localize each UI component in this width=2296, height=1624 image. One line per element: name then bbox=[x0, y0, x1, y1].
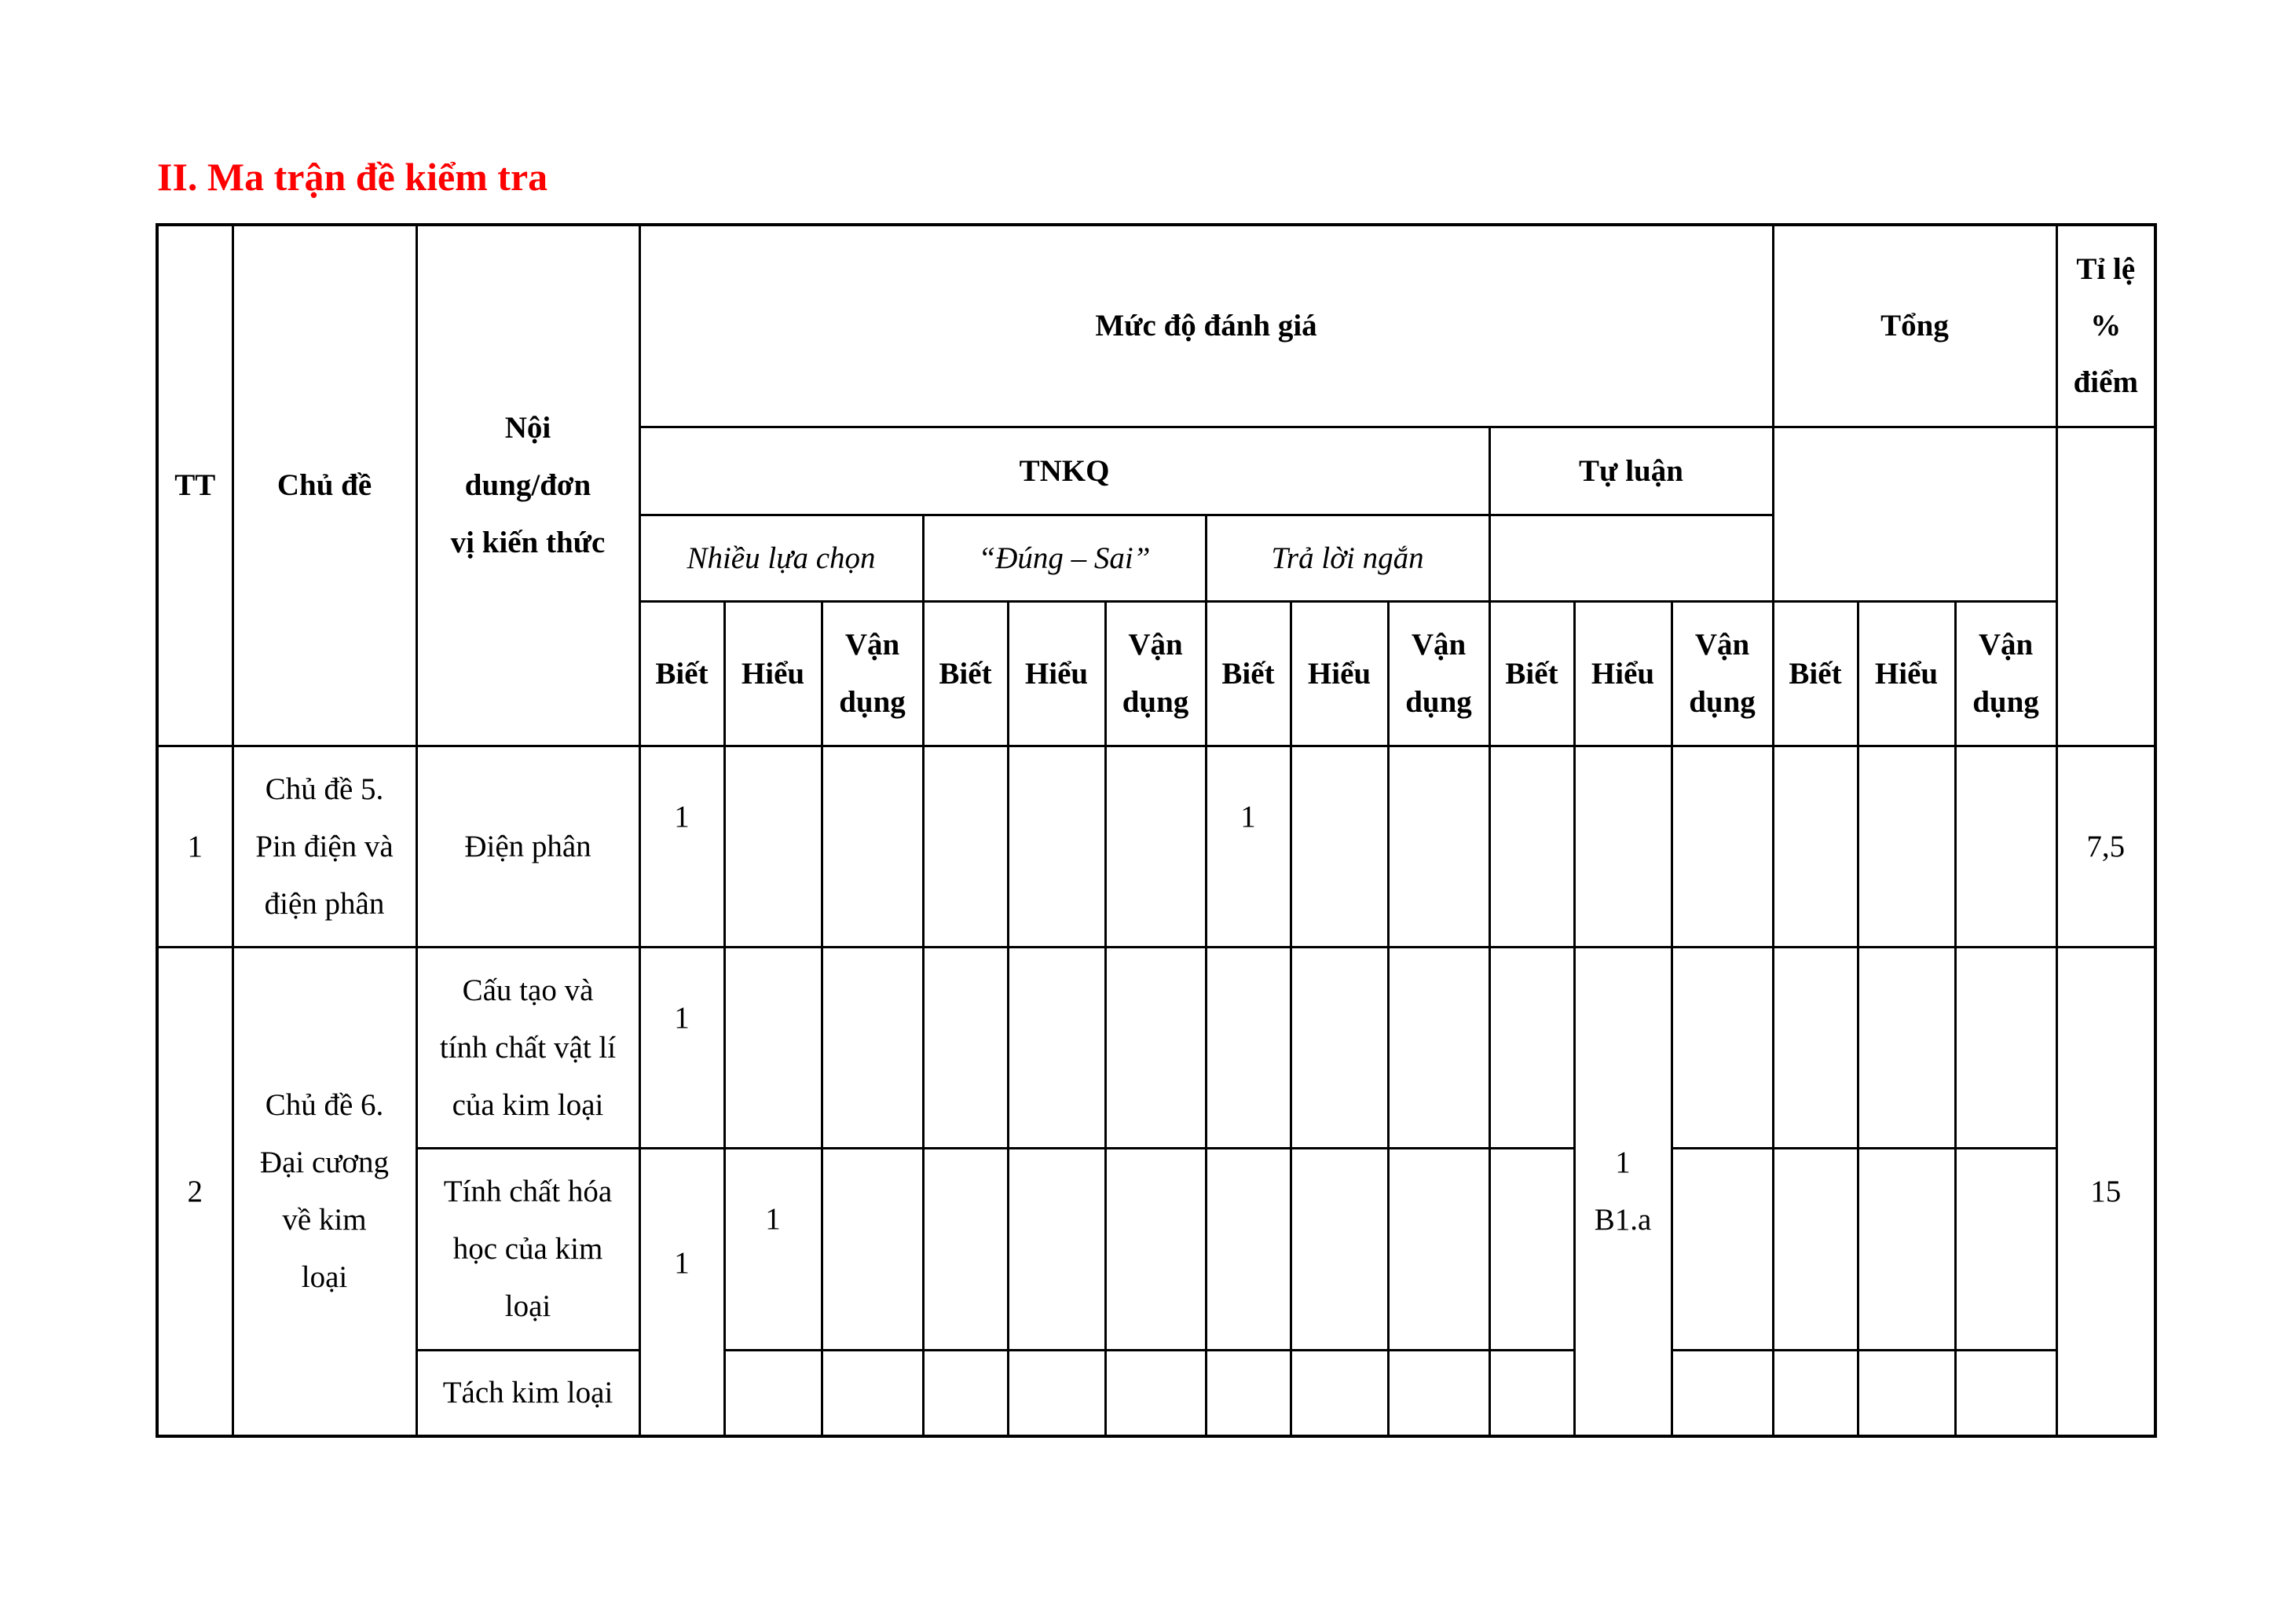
row-content: Tính chất hóa học của kim loại bbox=[416, 1148, 639, 1350]
header-know: Biết bbox=[639, 601, 724, 746]
cell-tf-understand bbox=[1008, 1148, 1105, 1350]
cell-sa-understand bbox=[1291, 1148, 1388, 1350]
cell-tf-apply bbox=[1105, 746, 1206, 947]
cell-sa-understand bbox=[1291, 746, 1388, 947]
cell-total-understand bbox=[1858, 947, 1955, 1148]
header-ratio-line: điểm bbox=[2073, 365, 2138, 399]
row-content: Tách kim loại bbox=[416, 1350, 639, 1436]
cell-sa-understand bbox=[1291, 1350, 1388, 1436]
header-tt: TT bbox=[157, 225, 233, 746]
cell-mc-understand bbox=[724, 746, 822, 947]
cell-total-understand bbox=[1858, 1350, 1955, 1436]
table-row bbox=[157, 1350, 2155, 1436]
header-essay-blank bbox=[1489, 515, 1773, 601]
cell-tf-apply bbox=[1105, 947, 1206, 1148]
header-total: Tổng bbox=[1773, 225, 2056, 427]
header-true-false: “Đúng – Sai” bbox=[923, 515, 1206, 601]
cell-essay-apply bbox=[1672, 1350, 1773, 1436]
cell-sa-know: 1 bbox=[1206, 746, 1291, 947]
header-topic: Chủ đề bbox=[233, 225, 416, 746]
cell-mc-apply bbox=[822, 1350, 923, 1436]
header-apply: Vận dụng bbox=[1105, 601, 1206, 746]
cell-essay-know bbox=[1489, 1148, 1574, 1350]
table-row bbox=[157, 1148, 2155, 1350]
cell-mc-understand bbox=[724, 947, 822, 1148]
header-apply: Vận dụng bbox=[1388, 601, 1489, 746]
header-know: Biết bbox=[923, 601, 1008, 746]
cell-tf-understand bbox=[1008, 947, 1105, 1148]
cell-tf-understand bbox=[1008, 746, 1105, 947]
header-know: Biết bbox=[1489, 601, 1574, 746]
header-understand: Hiểu bbox=[1858, 601, 1955, 746]
header-understand: Hiểu bbox=[1291, 601, 1388, 746]
header-understand: Hiểu bbox=[1008, 601, 1105, 746]
header-total-blank bbox=[1773, 427, 2056, 601]
row-topic: Chủ đề 6. Đại cương về kim loại bbox=[233, 947, 416, 1436]
table-row bbox=[157, 746, 2155, 947]
header-content-line: dung/đơn bbox=[464, 468, 591, 503]
exam-matrix-table bbox=[156, 223, 2157, 1438]
cell-ratio: 7,5 bbox=[2056, 746, 2155, 947]
cell-essay-apply bbox=[1672, 746, 1773, 947]
header-content bbox=[416, 225, 639, 746]
cell-sa-apply bbox=[1388, 1350, 1489, 1436]
header-essay: Tự luận bbox=[1489, 427, 1773, 515]
cell-essay-know bbox=[1489, 947, 1574, 1148]
cell-mc-apply bbox=[822, 746, 923, 947]
row-tt: 2 bbox=[157, 947, 233, 1436]
cell-total-apply bbox=[1955, 1148, 2056, 1350]
cell-mc-apply bbox=[822, 1148, 923, 1350]
cell-sa-apply bbox=[1388, 1148, 1489, 1350]
header-apply: Vận dụng bbox=[822, 601, 923, 746]
cell-essay-know bbox=[1489, 1350, 1574, 1436]
page-heading: II. Ma trận đề kiểm tra bbox=[157, 155, 548, 199]
cell-ratio: 15 bbox=[2056, 947, 2155, 1436]
header-short-answer: Trả lời ngắn bbox=[1206, 515, 1489, 601]
cell-sa-apply bbox=[1388, 947, 1489, 1148]
cell-essay-understand: 1 B1.a bbox=[1574, 947, 1672, 1436]
cell-total-know bbox=[1773, 746, 1858, 947]
cell-essay-apply bbox=[1672, 1148, 1773, 1350]
cell-sa-apply bbox=[1388, 746, 1489, 947]
cell-tf-understand bbox=[1008, 1350, 1105, 1436]
cell-essay-understand bbox=[1574, 746, 1672, 947]
cell-sa-know bbox=[1206, 947, 1291, 1148]
header-know: Biết bbox=[1773, 601, 1858, 746]
header-apply: Vận dụng bbox=[1955, 601, 2056, 746]
cell-tf-apply bbox=[1105, 1148, 1206, 1350]
cell-tf-apply bbox=[1105, 1350, 1206, 1436]
header-apply: Vận dụng bbox=[1672, 601, 1773, 746]
cell-sa-know bbox=[1206, 1148, 1291, 1350]
cell-total-understand bbox=[1858, 1148, 1955, 1350]
cell-total-understand bbox=[1858, 746, 1955, 947]
header-understand: Hiểu bbox=[724, 601, 822, 746]
row-content: Cấu tạo và tính chất vật lí của kim loại bbox=[416, 947, 639, 1148]
cell-essay-know bbox=[1489, 746, 1574, 947]
header-ratio-line: Tỉ lệ bbox=[2076, 251, 2136, 286]
cell-mc-apply bbox=[822, 947, 923, 1148]
cell-tf-know bbox=[923, 1148, 1008, 1350]
header-multiple-choice: Nhiều lựa chọn bbox=[639, 515, 923, 601]
cell-mc-know: 1 bbox=[639, 1148, 724, 1436]
cell-mc-understand: 1 bbox=[724, 1148, 822, 1350]
cell-total-apply bbox=[1955, 746, 2056, 947]
cell-total-know bbox=[1773, 947, 1858, 1148]
cell-sa-understand bbox=[1291, 947, 1388, 1148]
row-tt: 1 bbox=[157, 746, 233, 947]
cell-mc-know: 1 bbox=[639, 947, 724, 1148]
cell-total-know bbox=[1773, 1148, 1858, 1350]
cell-total-know bbox=[1773, 1350, 1858, 1436]
header-ratio-blank bbox=[2056, 427, 2155, 746]
cell-total-apply bbox=[1955, 1350, 2056, 1436]
header-assessment-level: Mức độ đánh giá bbox=[639, 225, 1773, 427]
header-content-line: Nội bbox=[504, 411, 551, 445]
cell-tf-know bbox=[923, 947, 1008, 1148]
cell-tf-know bbox=[923, 746, 1008, 947]
cell-mc-understand bbox=[724, 1350, 822, 1436]
cell-total-apply bbox=[1955, 947, 2056, 1148]
header-ratio bbox=[2056, 225, 2155, 427]
row-content: Điện phân bbox=[416, 746, 639, 947]
table-row bbox=[157, 947, 2155, 1148]
header-ratio-line: % bbox=[2090, 308, 2122, 343]
cell-tf-know bbox=[923, 1350, 1008, 1436]
header-tnkq: TNKQ bbox=[639, 427, 1489, 515]
row-topic: Chủ đề 5. Pin điện và điện phân bbox=[233, 746, 416, 947]
cell-essay-apply bbox=[1672, 947, 1773, 1148]
header-understand: Hiểu bbox=[1574, 601, 1672, 746]
cell-mc-know: 1 bbox=[639, 746, 724, 947]
header-know: Biết bbox=[1206, 601, 1291, 746]
header-content-line: vị kiến thức bbox=[450, 526, 606, 560]
cell-sa-know bbox=[1206, 1350, 1291, 1436]
